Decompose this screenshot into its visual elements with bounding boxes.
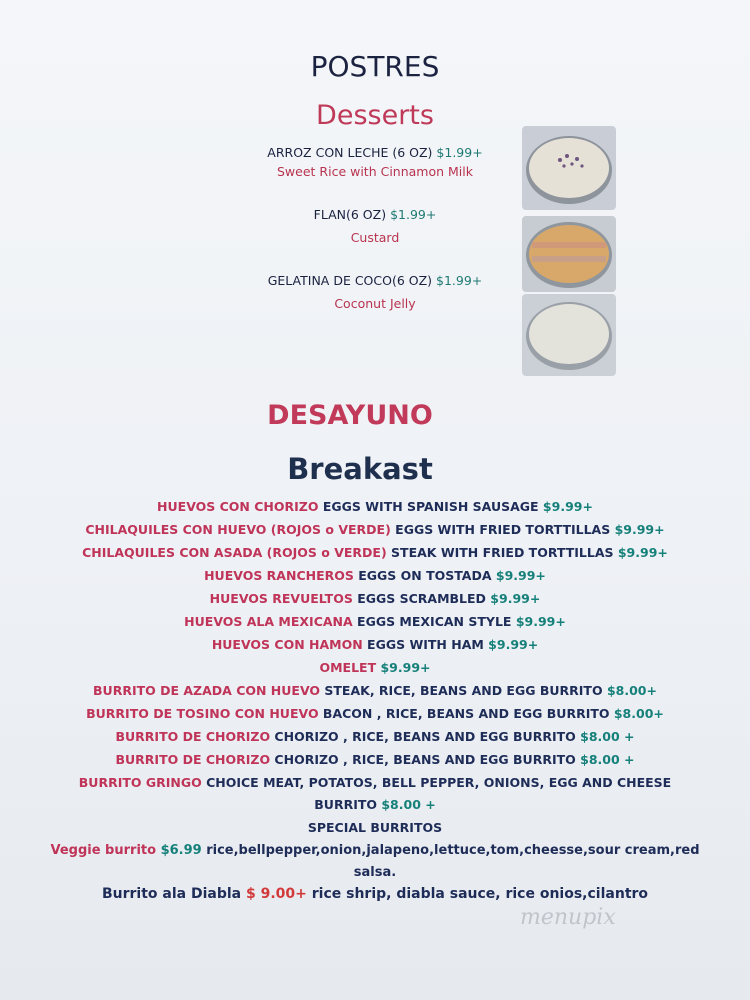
breakfast-item: HUEVOS REVUELTOS EGGS SCRAMBLED $9.99+ [209, 591, 541, 606]
desserts-subtitle: Desserts [316, 100, 434, 131]
dessert-desc: Sweet Rice with Cinnamon Milk [277, 164, 473, 179]
burrito-gringo-line2: BURRITO $8.00 + [314, 797, 436, 812]
veggie-burrito-line1: Veggie burrito $6.99 rice,bellpepper,onion,jalapeno,lettuce,tom,cheesse,sour cream,red [50, 843, 700, 858]
burrito-gringo-line1: BURRITO GRINGO CHOICE MEAT, POTATOS, BELL PEPPER, ONIONS, EGG AND CHEESE [78, 775, 672, 790]
dessert-desc: Custard [350, 230, 400, 245]
dessert-name: GELATINA DE COCO(6 OZ) [267, 273, 433, 288]
dessert-desc: Coconut Jelly [334, 296, 416, 311]
breakfast-subtitle: Breakast [287, 452, 433, 486]
flan-photo [522, 216, 616, 292]
gelatina-photo [522, 294, 616, 376]
breakfast-item: HUEVOS CON HAMON EGGS WITH HAM $9.99+ [211, 637, 539, 652]
dessert-price: $1.99+ [436, 273, 483, 288]
breakfast-item: HUEVOS ALA MEXICANA EGGS MEXICAN STYLE $9.99+ [184, 614, 566, 629]
dessert-name: ARROZ CON LECHE (6 OZ) [267, 145, 433, 160]
desayuno-title: DESAYUNO [267, 400, 433, 431]
dessert-item [0, 207, 750, 222]
special-burritos-heading: SPECIAL BURRITOS [307, 820, 443, 835]
dessert-item [0, 273, 750, 288]
arroz-con-leche-photo [522, 126, 616, 210]
dessert-price: $1.99+ [390, 207, 437, 222]
breakfast-item: HUEVOS CON CHORIZO EGGS WITH SPANISH SAUSAGE $9.99+ [157, 499, 593, 514]
postres-title: POSTRES [310, 50, 440, 83]
veggie-burrito-line2: salsa. [353, 865, 397, 880]
breakfast-item: BURRITO DE TOSINO CON HUEVO BACON , RICE, BEANS AND EGG BURRITO $8.00+ [86, 706, 664, 721]
menupix-watermark: menupix [520, 905, 616, 930]
breakfast-item: CHILAQUILES CON ASADA (ROJOS o VERDE) STEAK WITH FRIED TORTTILLAS $9.99+ [82, 545, 668, 560]
breakfast-item: HUEVOS RANCHEROS EGGS ON TOSTADA $9.99+ [204, 568, 546, 583]
breakfast-item: BURRITO DE CHORIZO CHORIZO , RICE, BEANS AND EGG BURRITO $8.00 + [115, 729, 635, 744]
dessert-item [0, 145, 750, 160]
breakfast-item: CHILAQUILES CON HUEVO (ROJOS o VERDE) EGGS WITH FRIED TORTTILLAS $9.99+ [85, 522, 665, 537]
dessert-price: $1.99+ [436, 145, 483, 160]
breakfast-item: BURRITO DE CHORIZO CHORIZO , RICE, BEANS AND EGG BURRITO $8.00 + [115, 752, 635, 767]
breakfast-item: BURRITO DE AZADA CON HUEVO STEAK, RICE, BEANS AND EGG BURRITO $8.00+ [93, 683, 657, 698]
breakfast-item: OMELET $9.99+ [319, 660, 431, 675]
dessert-name: FLAN(6 OZ) [313, 207, 387, 222]
burrito-diabla: Burrito ala Diabla $ 9.00+ rice shrip, diabla sauce, rice onios,cilantro [101, 886, 649, 902]
